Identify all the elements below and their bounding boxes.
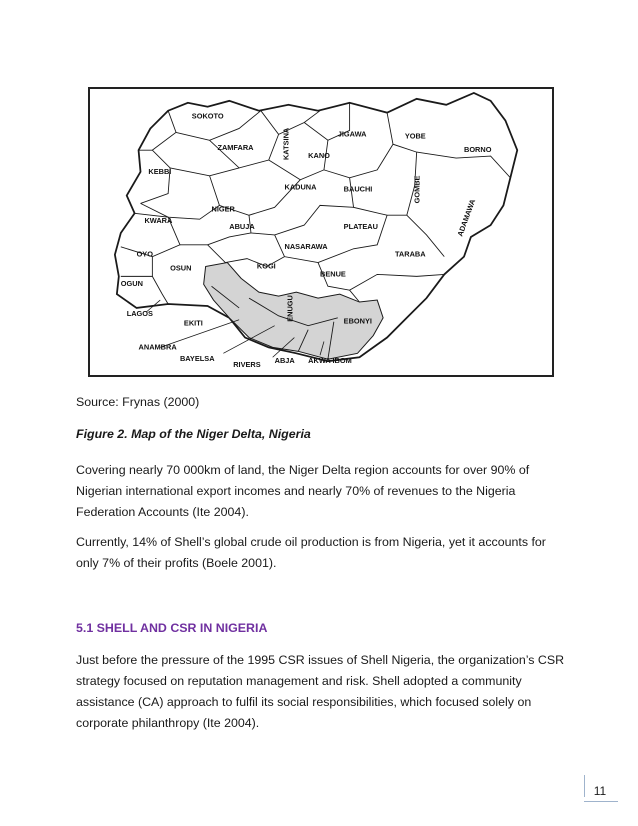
label-enugu: ENUGU (285, 295, 295, 322)
label-katsina: KATSINA (281, 127, 291, 161)
label-anambra: ANAMBRA (138, 342, 177, 352)
label-sokoto: SOKOTO (191, 111, 224, 121)
label-zamfara: ZAMFARA (217, 143, 254, 153)
label-kebbi: KEBBI (148, 166, 172, 176)
map-svg (90, 89, 552, 375)
niger-delta-map (88, 87, 554, 377)
label-kaduna: KADUNA (284, 182, 317, 192)
label-lagos: LAGOS (126, 308, 153, 318)
label-bayelsa: BAYELSA (179, 354, 215, 364)
label-benue: BENUE (320, 269, 346, 279)
section-paragraph: Just before the pressure of the 1995 CSR issues of Shell Nigeria, the organization’s CSR strategy focused on reputation management and risk. Shell adopted a community assistance (CA) approach to fulfil its social responsibilities, which focused solely on corporate philanthropy (Ite 2004). (76, 653, 565, 730)
paragraph-1: Covering nearly 70 000km of land, the Niger Delta region accounts for over 90% of Nigerian international export incomes and nearly 70% of revenues to the Nigeria Federation Accounts (Ite 2004). (76, 463, 530, 519)
figure-source: Source: Frynas (2000) (76, 395, 200, 409)
label-taraba: TARABA (394, 249, 426, 259)
label-kwara: KWARA (144, 216, 173, 226)
page-number: 11 (593, 784, 607, 798)
label-ekiti: EKITI (183, 318, 203, 328)
label-akwa-ibom: AKWA IBOM (308, 356, 352, 366)
label-plateau: PLATEAU (343, 222, 378, 232)
label-abuja: ABUJA (229, 222, 255, 232)
page-number-rule-horizontal (584, 801, 618, 802)
label-nasarawa: NASARAWA (284, 241, 328, 251)
label-yobe: YOBE (404, 131, 426, 141)
label-ebonyi: EBONYI (343, 316, 372, 326)
label-borno: BORNO (463, 145, 492, 155)
label-oyo: OYO (136, 249, 153, 259)
label-gombe: GOMBE (412, 175, 422, 204)
label-kano: KANO (308, 151, 330, 161)
label-kogi: KOGI (256, 261, 276, 271)
label-rivers: RIVERS (233, 360, 261, 370)
label-osun: OSUN (170, 263, 192, 273)
label-adamawa: ADAMAWA (455, 197, 478, 238)
label-abja: ABJA (274, 356, 295, 366)
page-number-rule-vertical (584, 775, 585, 797)
label-niger: NIGER (211, 204, 235, 214)
label-bauchi: BAUCHI (343, 184, 373, 194)
paragraph-2: Currently, 14% of Shell’s global crude oil production is from Nigeria, yet it accounts for only 7% of their profits (Boele 2001). (76, 535, 546, 570)
figure-caption: Figure 2. Map of the Niger Delta, Nigeria (76, 427, 311, 441)
section-heading: 5.1 SHELL AND CSR IN NIGERIA (76, 621, 268, 635)
label-ogun: OGUN (120, 279, 143, 289)
label-jigawa: JIGAWA (337, 129, 367, 139)
